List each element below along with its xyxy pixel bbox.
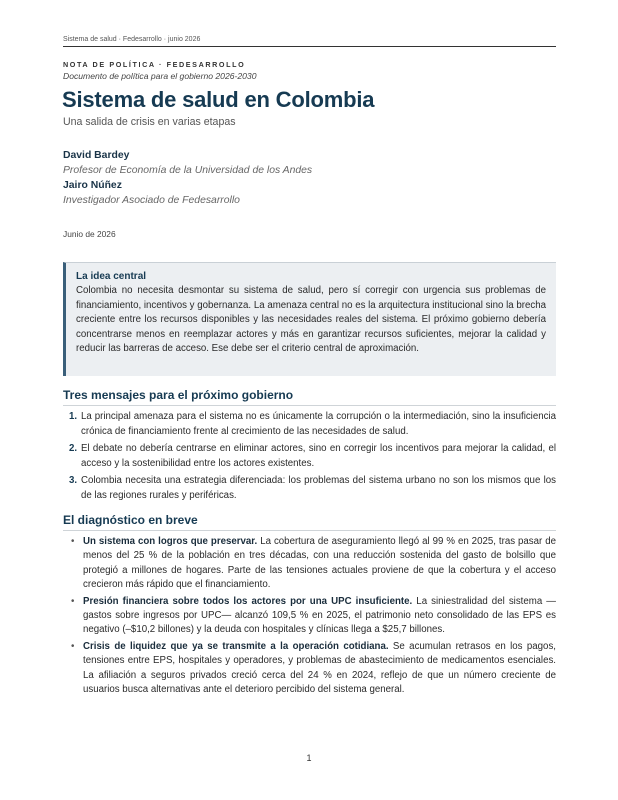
- author-affiliation: Profesor de Economía de la Universidad de los Andes: [63, 165, 313, 176]
- list-item: [63, 474, 556, 503]
- item-text: La principal amenaza para el sistema no es únicamente la corrupción o la intermediación, sino la insuficiencia crónica de financiamiento frente al crecimiento de las necesidades de salud.: [81, 411, 556, 437]
- page-title: Sistema de salud en Colombia: [62, 87, 375, 112]
- list-item: [63, 442, 556, 471]
- callout-title: La idea central: [76, 271, 147, 282]
- item-number: 1.: [69, 411, 78, 422]
- page-number: 1: [306, 753, 312, 763]
- list-item: [63, 410, 556, 439]
- section-heading-diagnosis: El diagnóstico en breve: [63, 513, 556, 531]
- page-subtitle: Una salida de crisis en varias etapas: [63, 116, 236, 128]
- item-number: 2.: [69, 442, 78, 454]
- item-lead: Presión financiera sobre todos los actores por una UPC insuficiente.: [83, 595, 413, 607]
- list-item: [63, 595, 556, 638]
- bullet-icon: •: [71, 536, 75, 547]
- item-lead: Crisis de liquidez que ya se transmite a la operación cotidiana.: [83, 640, 389, 652]
- item-text: Colombia necesita una estrategia diferenciada: los problemas del sistema urbano no son los mismos que los de las regiones rurales y periféricas.: [81, 474, 556, 501]
- document-kicker: NOTA DE POLÍTICA · FEDESARROLLO: [63, 60, 246, 69]
- item-text: La cobertura de aseguramiento llegó al 99 % en 2025, tras pasar de menos del 25 % de la población en tres décadas, con una reducción sostenida del gasto de bolsillo que protegió a millones de hogares. Parte de las tensiones actuales proviene de que la cobertura y el acceso crecieron más rápido que el financiamiento.: [83, 536, 557, 591]
- bullet-icon: •: [71, 640, 75, 652]
- item-number: 3.: [69, 474, 78, 486]
- section-heading-messages: Tres mensajes para el próximo gobierno: [63, 388, 556, 406]
- key-idea-callout: [63, 262, 556, 376]
- author-name: Jairo Núñez: [63, 180, 122, 191]
- author-affiliation: Investigador Asociado de Fedesarrollo: [63, 195, 240, 206]
- callout-text: Colombia no necesita desmontar su sistema de salud, pero sí corregir con urgencia sus problemas de financiamiento, incentivos y gobernanza. La amenaza central no es la arquitectura institucional sino la brecha creciente entre los recursos disponibles y las necesidades reales del sistema. El próximo gobierno debería concentrarse menos en reemplazar actores y más en garantizar recursos suficientes, mejorar la calidad y reducir las barreras de acceso. Ese debe ser el criterio central de aproximación.: [76, 285, 546, 355]
- author-name: David Bardey: [63, 150, 130, 161]
- list-item: [63, 535, 556, 593]
- item-text: Se acumulan retrasos en los pagos, tensiones entre EPS, hospitales y operadores, y problemas de abastecimiento de medicamentos esenciales. La afiliación a seguros privados creció cerca del 24 % en 2024, reflejo de que un número creciente de usuarios busca alternativas ante el deterioro percibido del sistema general.: [83, 640, 556, 696]
- running-header: Sistema de salud · Fedesarrollo · junio 2026: [63, 36, 556, 47]
- list-item: [63, 640, 556, 698]
- document-date: Junio de 2026: [63, 229, 116, 239]
- document-type: Documento de política para el gobierno 2026-2030: [63, 71, 257, 81]
- item-text: La siniestralidad del sistema —gastos sobre ingresos por UPC— alcanzó 109,5 % en 2025, el patrimonio neto consolidado de las EPS es negativo (–$10,2 billones) y la deuda con hospitales y clínicas llega a $25,7 billones.: [83, 595, 556, 636]
- item-text: El debate no debería centrarse en eliminar actores, sino en corregir los incentivos para mejorar la calidad, el acceso y la sostenibilidad entre los actores existentes.: [81, 442, 556, 469]
- bullet-icon: •: [71, 595, 75, 607]
- item-lead: Un sistema con logros que preservar.: [83, 536, 258, 547]
- messages-list: [63, 410, 556, 506]
- diagnosis-list: [63, 535, 556, 699]
